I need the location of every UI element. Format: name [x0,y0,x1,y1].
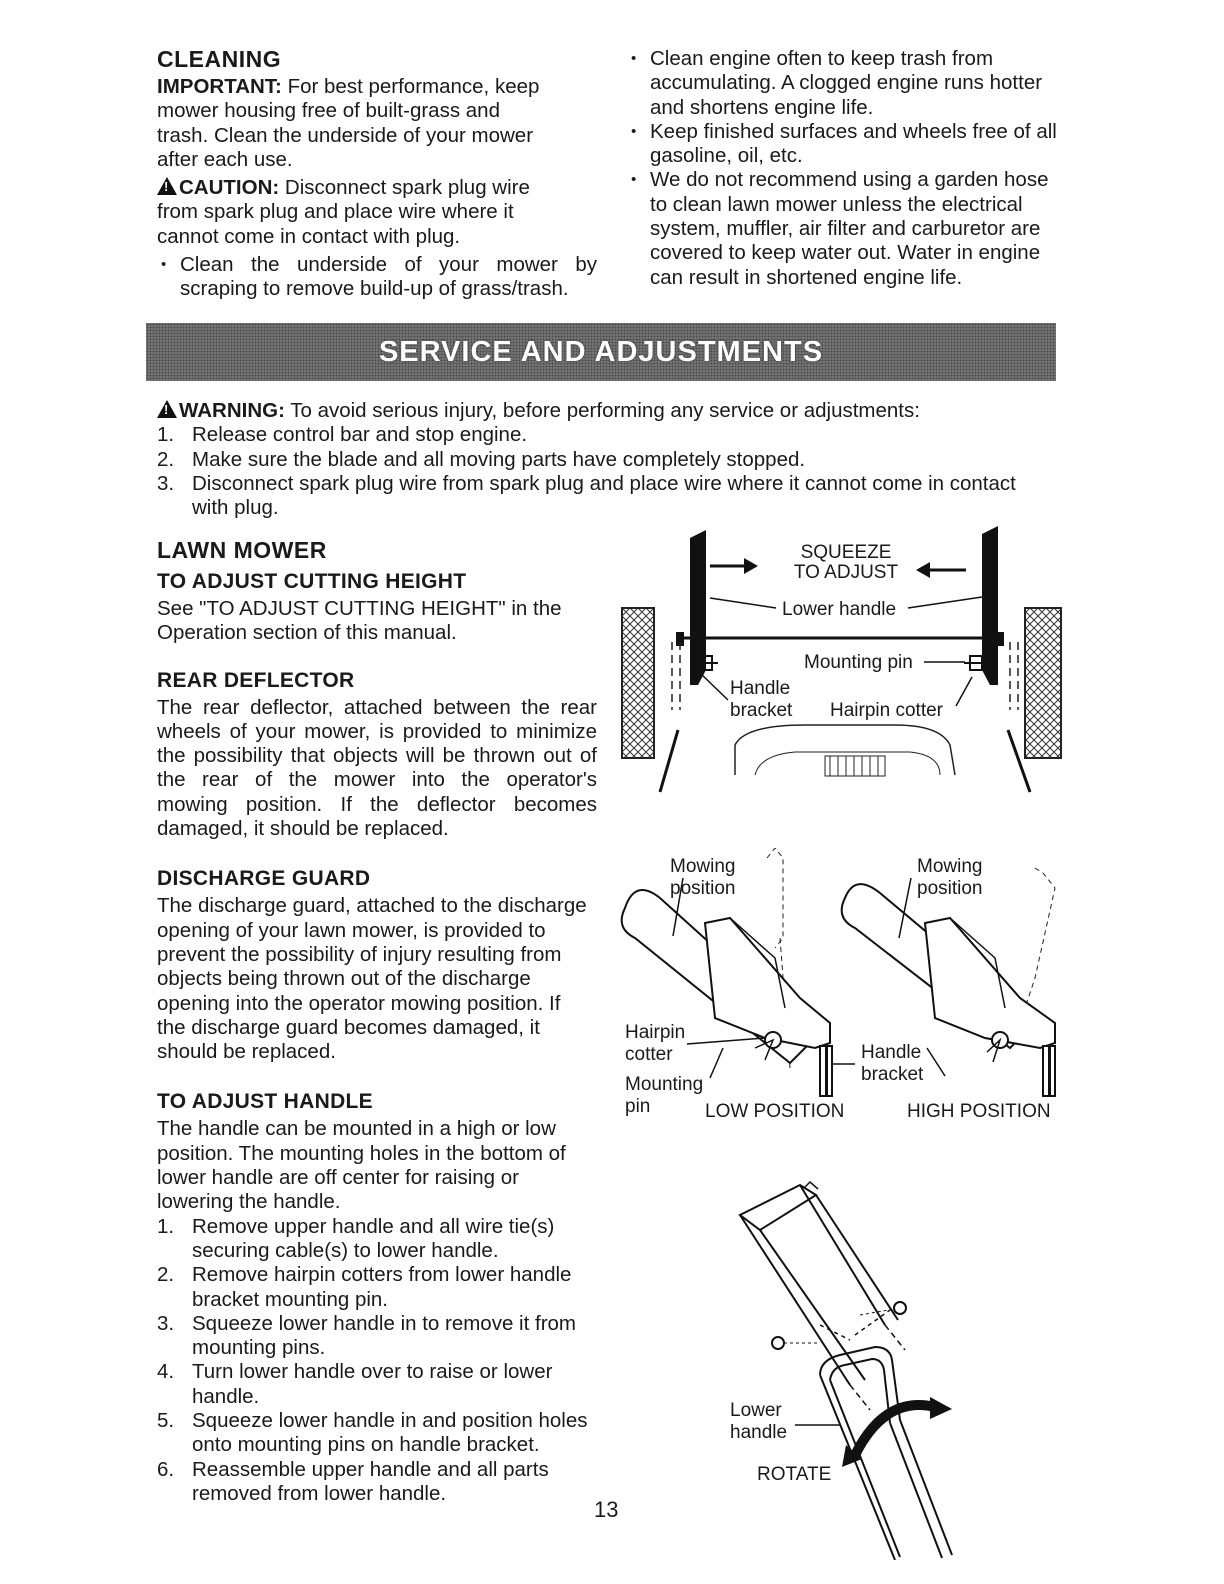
list-item: 3. Squeeze lower handle in to remove it from mounting pins. [157,1311,577,1360]
list-item: 2. Make sure the blade and all moving parts have completely stopped. [157,447,806,471]
list-item: • We do not recommend using a garden hose to clean lawn mower unless the electrical system, muffler, air filter and carburetor are covered to keep water out. Water in engine can result in shortened engine life. [627,168,1059,289]
rear-deflector-text: The rear deflector, attached between the rear wheels of your mower, is provided to minimize the possibility that objects will be thrown out of the rear of the mower into the operator's mowing position. If the deflector becomes damaged, it should be replaced. [157,695,597,841]
handle-bracket-label-2: bracket [861,1064,924,1085]
important-paragraph: IMPORTANT: For best performance, keep mower housing free of built-grass and trash. Clean the underside of your mower after each use. [157,75,540,171]
pin-label: pin [625,1096,651,1117]
banner-title: SERVICE AND ADJUSTMENTS [378,335,824,368]
low-mowing-label: Mowing [670,856,736,877]
cleaning-bullets-left [157,253,597,302]
cotter-label: cotter [625,1044,673,1065]
discharge-guard-text: The discharge guard, attached to the discharge opening of your lawn mower, is provided to prevent the possibility of injury resulting from objects being thrown out of the discharge opening into the operator mowing position. If the discharge guard becomes damaged, it should be replaced. [157,894,587,1064]
warning-label: WARNING: [179,399,285,422]
handle-bracket-label-1: Handle [861,1042,922,1063]
bracket-label: bracket [730,700,793,721]
high-position-label: position [917,878,983,899]
lawn-mower-heading: LAWN MOWER [157,537,327,563]
mounting-pin-label: Mounting pin [804,652,913,673]
warning-steps [157,423,1057,520]
cleaning-section [157,46,597,302]
list-item: 2. Remove hairpin cotters from lower handle bracket mounting pin. [157,1263,572,1311]
high-position-caption: HIGH POSITION [907,1101,1051,1122]
warning-icon [157,400,177,418]
lower-label: Lower [730,1400,782,1421]
list-item: 5. Squeeze lower handle in and position holes onto mounting pins on handle bracket. [157,1409,588,1457]
handle-label: Handle [730,678,791,699]
cutting-height-text: See "TO ADJUST CUTTING HEIGHT" in the Operation section of this manual. [157,597,562,645]
handle-label-fig3: handle [730,1422,788,1443]
caution-paragraph: !CAUTION: Disconnect spark plug wire from spark plug and place wire where it cannot come in contact with plug. [157,176,597,249]
adjust-handle-heading: TO ADJUST HANDLE [157,1090,373,1114]
rear-deflector-heading: REAR DEFLECTOR [157,668,355,692]
hairpin-label: Hairpin [625,1022,686,1043]
cutting-height-heading: TO ADJUST CUTTING HEIGHT [157,570,467,593]
cleaning-bullets-right [627,47,1059,290]
list-item: 3. Disconnect spark plug wire from spark plug and place wire where it cannot come in contact with plug. [157,471,1016,520]
lawn-mower-section [157,537,597,1506]
squeeze-to-adjust-diagram [610,520,1070,795]
bolt-icon [894,1302,906,1314]
list-item: 1. Remove upper handle and all wire tie(s) securing cable(s) to lower handle. [157,1214,555,1262]
warning-intro: !WARNING: To avoid serious injury, before performing any service or adjustments: [157,399,1057,423]
mounting-label: Mounting [625,1074,704,1095]
left-lower-handle [690,530,706,685]
bolt-icon [772,1337,784,1349]
squeeze-label: SQUEEZE [800,542,892,563]
rotate-handle-diagram [720,1175,980,1560]
rotate-label: ROTATE [757,1464,832,1485]
lower-handle-label: Lower handle [782,599,897,620]
list-item: • Clean engine often to keep trash from accumulating. A clogged engine runs hotter and shortens engine life. [627,47,1059,120]
caution-label: CAUTION: [179,176,280,200]
list-item: 4. Turn lower handle over to raise or lower handle. [157,1360,553,1408]
caution-icon [157,177,177,195]
list-item: • Keep finished surfaces and wheels free of all gasoline, oil, etc. [627,120,1059,169]
list-item: 6. Reassemble upper handle and all parts removed from lower handle. [157,1457,549,1505]
high-mowing-label: Mowing [917,856,983,877]
adjust-handle-text: The handle can be mounted in a high or low position. The mounting holes in the bottom of lower handle are off center for raising or lowering the handle. [157,1117,566,1214]
warning-section [157,399,1057,520]
left-wheel [622,608,654,758]
hairpin-cotter-label: Hairpin cotter [830,700,943,721]
discharge-guard-heading: DISCHARGE GUARD [157,867,371,891]
important-label: IMPORTANT: [157,75,282,98]
low-position-caption: LOW POSITION [705,1101,845,1122]
list-item: 1. Release control bar and stop engine. [157,423,528,447]
right-wheel [1025,608,1061,758]
to-adjust-label: TO ADJUST [793,562,899,583]
right-lower-handle [982,526,998,685]
handle-position-diagram [615,848,1070,1126]
adjust-handle-steps [157,1215,597,1507]
section-banner [146,323,1056,381]
low-position-label: position [670,878,736,899]
list-item: • Clean the underside of your mower by scraping to remove build-up of grass/trash. [157,253,597,302]
page-number: 13 [594,1497,619,1522]
cleaning-heading: CLEANING [157,46,282,72]
